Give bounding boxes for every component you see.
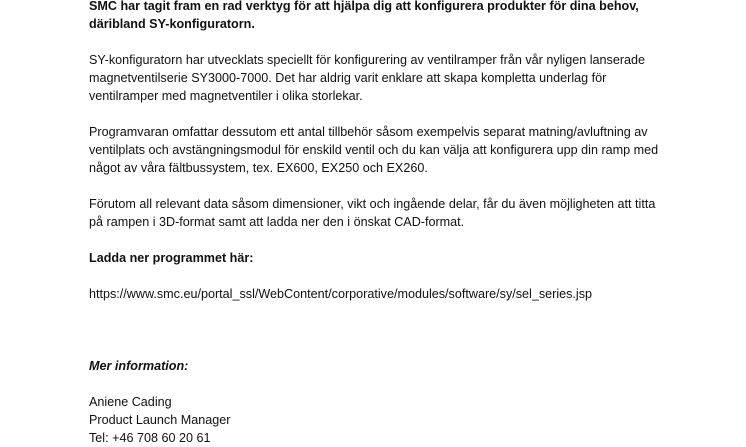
paragraph-line: ventilplats och avstängningsmodul för enskild ventil och du kan välja att konfigurera upp din ramp med xyxy=(89,143,659,157)
contact-title: Product Launch Manager xyxy=(89,413,231,427)
contact-phone[interactable]: Tel: +46 708 60 20 61 xyxy=(89,431,211,445)
contact-heading: Mer information: xyxy=(89,359,189,373)
body-paragraph-accessories xyxy=(89,123,709,177)
paragraph-line: Programvaran omfattar dessutom ett antal tillbehör såsom exempelvis separat matning/avluftning av xyxy=(89,125,648,139)
contact-name: Aniene Cading xyxy=(89,395,172,409)
press-release-page xyxy=(89,0,709,447)
intro-line: däribland SY-konfiguratorn. xyxy=(89,17,255,31)
paragraph-line: magnetventilserie SY3000-7000. Det har aldrig varit enklare att skapa kompletta underlag för xyxy=(89,71,607,85)
paragraph-line: SY-konfiguratorn har utvecklats speciellt för konfigurering av ventilramper från vår nyligen lanserade xyxy=(89,53,646,67)
download-link[interactable]: https://www.smc.eu/portal_ssl/WebContent/corporative/modules/software/sy/sel_series.jsp xyxy=(89,287,593,301)
intro-paragraph xyxy=(89,0,709,33)
download-heading: Ladda ner programmet här: xyxy=(89,251,254,265)
body-paragraph-3d xyxy=(89,195,709,231)
body-paragraph-configurator xyxy=(89,51,709,105)
contact-block xyxy=(89,393,709,447)
paragraph-line: på rampen i 3D-format samt att ladda ner den i önskat CAD-format. xyxy=(89,215,465,229)
paragraph-line: något av våra fältbussystem, tex. EX600, EX250 och EX260. xyxy=(89,161,428,175)
intro-line: SMC har tagit fram en rad verktyg för att hjälpa dig att konfigurera produkter för dina behov, xyxy=(89,0,639,13)
paragraph-line: Förutom all relevant data såsom dimensioner, vikt och ingående delar, får du även möjligheten att titta xyxy=(89,197,656,211)
paragraph-line: ventilramper med magnetventiler i olika storlekar. xyxy=(89,89,363,103)
